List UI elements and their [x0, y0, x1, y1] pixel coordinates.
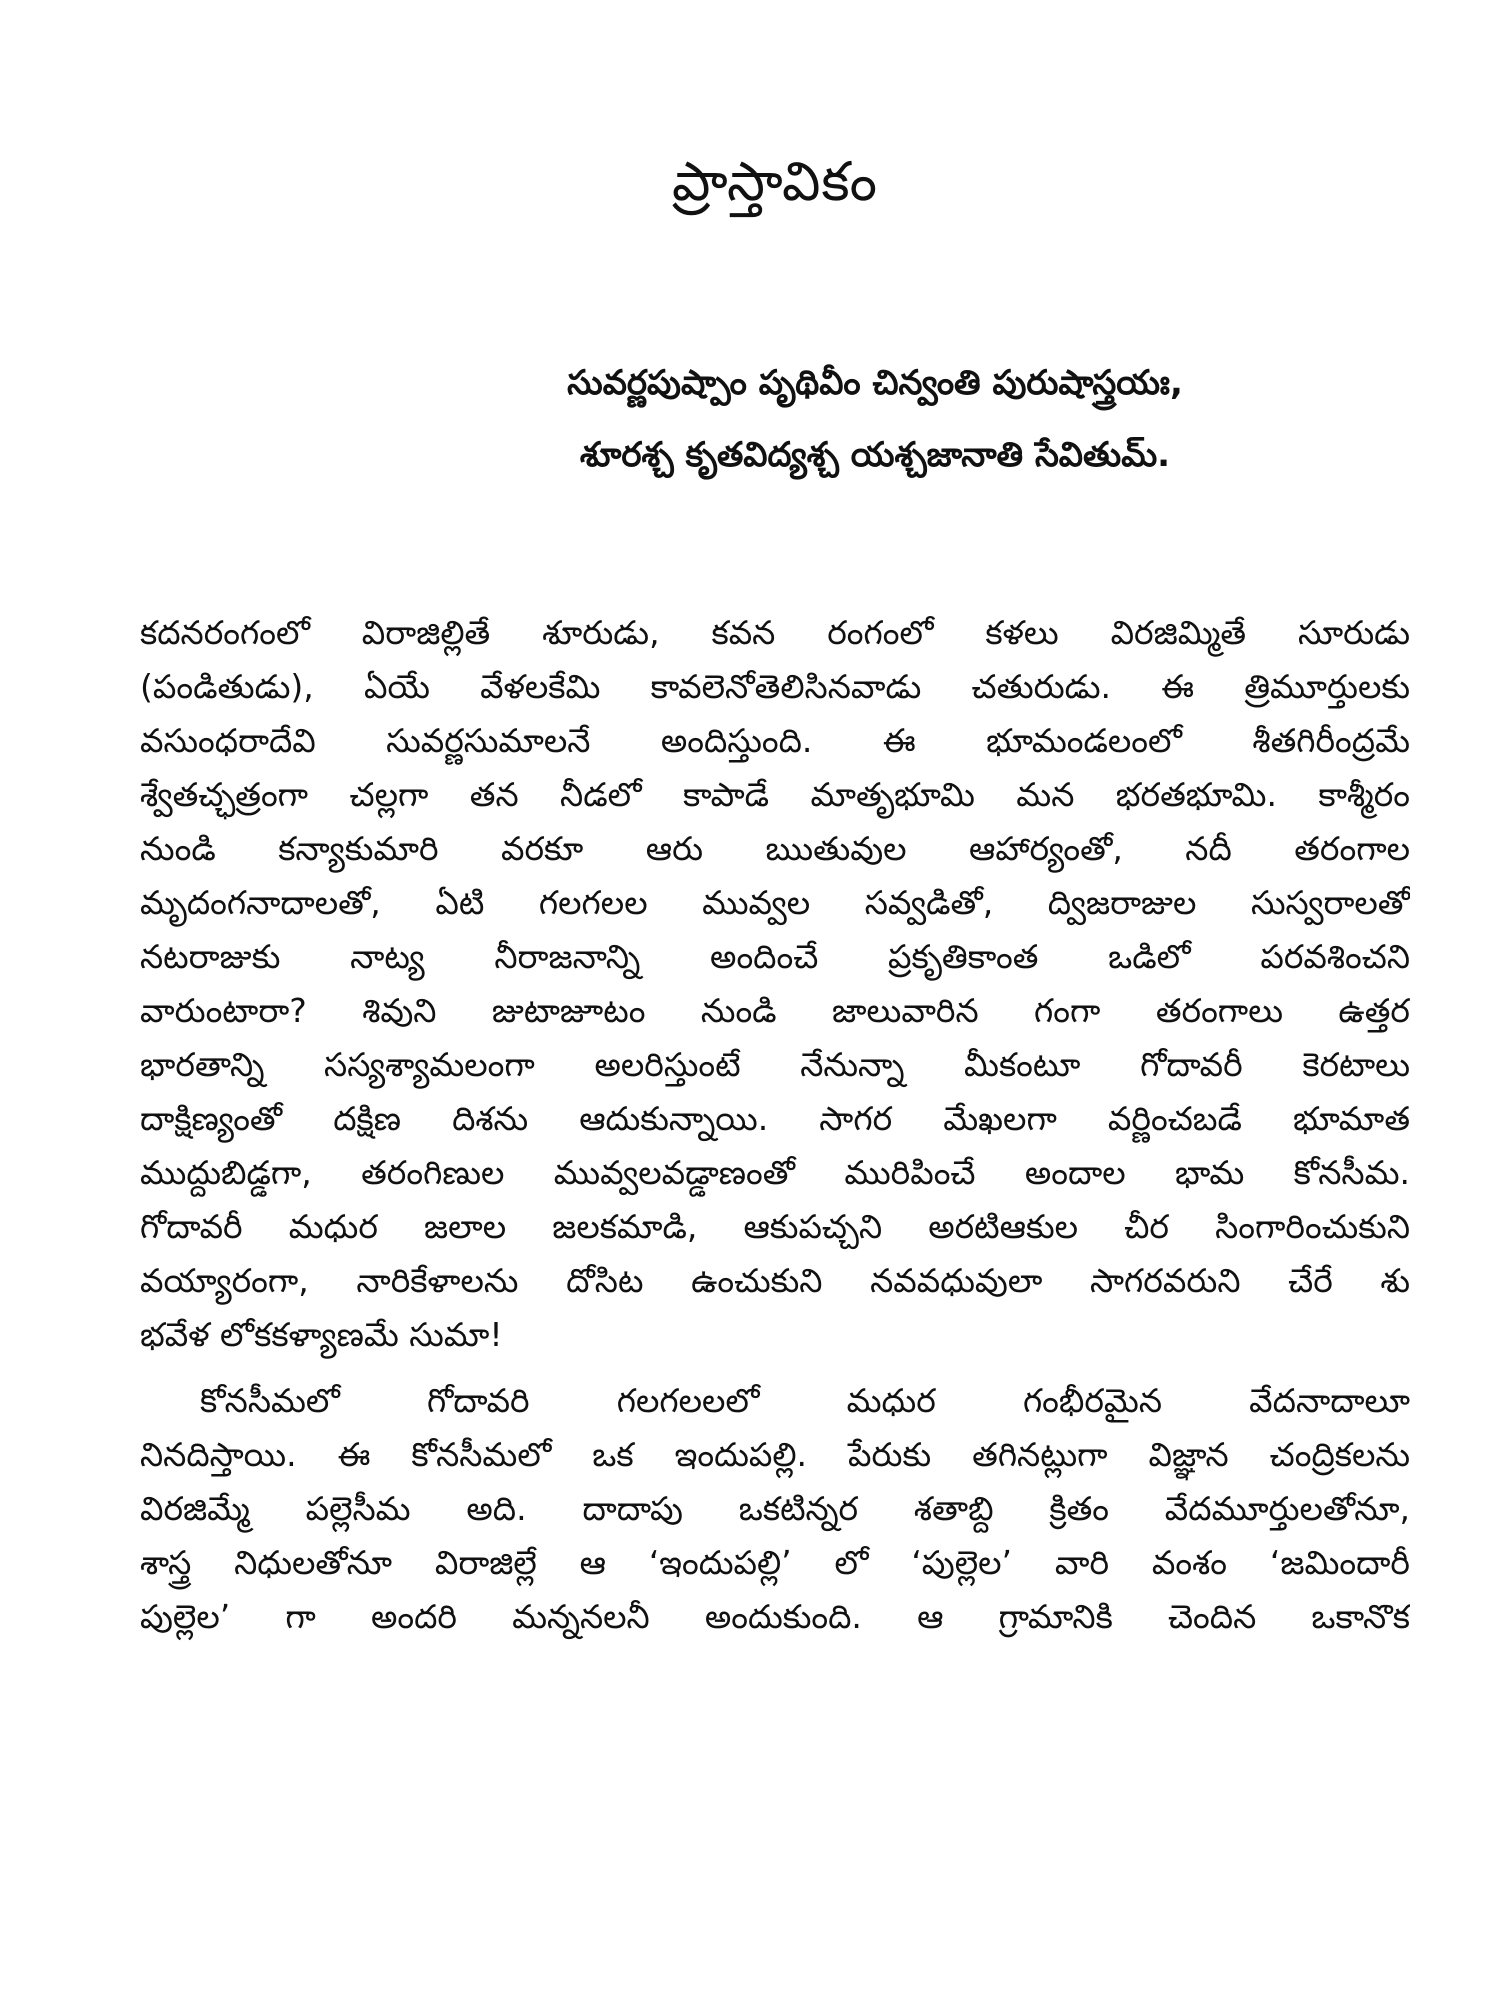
body-paragraph-2: [140, 1374, 1410, 1644]
text-line: మృదంగనాదాలతో, ఏటి గలగలల మువ్వల సవ్వడితో, ద్విజరాజుల సుస్వరాలతో: [140, 883, 1410, 922]
text-line: వయ్యారంగా, నారికేళాలను దోసిట ఉంచుకుని నవవధువులా సాగరవరుని చేరే శు: [140, 1261, 1410, 1300]
text-line: భారతాన్ని సస్యశ్యామలంగా అలరిస్తుంటే నేనున్నా మీకంటూ గోదావరీ కెరటాలు: [140, 1045, 1410, 1084]
text-line: కోనసీమలో గోదావరి గలగలలలో మధుర గంభీరమైన వేదనాదాలూ: [200, 1381, 1410, 1420]
text-line: భవేళ లోకకళ్యాణమే సుమా!: [140, 1315, 503, 1354]
body-paragraph-1: [140, 606, 1410, 1362]
verse-line: శూరశ్చ కృతవిద్యశ్చ యశ్చజానాతి సేవితుమ్.: [579, 435, 1171, 475]
text-line: శ్వేతచ్ఛత్రంగా చల్లగా తన నీడలో కాపాడే మాతృభూమి మన భరతభూమి. కాశ్మీరం: [140, 775, 1410, 814]
text-line: నినదిస్తాయి. ఈ కోనసీమలో ఒక ఇందుపల్లి. పేరుకు తగినట్లుగా విజ్ఞాన చంద్రికలను: [140, 1435, 1410, 1474]
text-line: నుండి కన్యాకుమారి వరకూ ఆరు ఋతువుల ఆహార్యంతో, నదీ తరంగాల: [140, 829, 1410, 868]
paragraph-gap: [140, 1362, 1410, 1374]
verse-line: సువర్ణపుష్పాం పృథివీం చిన్వంతి పురుషాస్త్రయః,: [567, 363, 1183, 403]
text-line: వసుంధరాదేవి సువర్ణసుమాలనే అందిస్తుంది. ఈ భూమండలంలో శీతగిరీంద్రమే: [140, 721, 1410, 760]
text-line: వారుంటారా? శివుని జుటాజూటం నుండి జాలువారిన గంగా తరంగాలు ఉత్తర: [140, 991, 1410, 1030]
text-line: నటరాజుకు నాట్య నీరాజనాన్ని అందించే ప్రకృతికాంత ఒడిలో పరవశించని: [140, 937, 1410, 976]
text-line: కదనరంగంలో విరాజిల్లితే శూరుడు, కవన రంగంలో కళలు విరజిమ్మితే సూరుడు: [140, 613, 1410, 652]
text-line: దాక్షిణ్యంతో దక్షిణ దిశను ఆదుకున్నాయి. సాగర మేఖలగా వర్ణించబడే భూమాత: [140, 1099, 1410, 1138]
text-line: (పండితుడు), ఏయే వేళలకేమి కావలెనోతెలిసినవాడు చతురుడు. ఈ త్రిమూర్తులకు: [140, 667, 1410, 706]
text-line: శాస్త్ర నిధులతోనూ విరాజిల్లే ఆ ‘ఇందుపల్లి’ లో ‘పుల్లెల’ వారి వంశం ‘జమిందారీ: [140, 1543, 1410, 1582]
sanskrit-verse: [140, 347, 1410, 491]
text-line: పుల్లెల’ గా అందరి మన్ననలనీ అందుకుంది. ఆ గ్రామానికి చెందిన ఒకానొక: [140, 1597, 1410, 1636]
text-line: ముద్దుబిడ్డగా, తరంగిణుల మువ్వలవడ్డాణంతో మురిపించే అందాల భామ కోనసీమ.: [140, 1153, 1410, 1192]
text-line: గోదావరీ మధుర జలాల జలకమాడి, ఆకుపచ్చని అరటిఆకుల చీర సింగారించుకుని: [140, 1207, 1410, 1246]
text-line: విరజిమ్మే పల్లెసీమ అది. దాదాపు ఒకటిన్నర శతాబ్ది క్రితం వేదమూర్తులతోనూ,: [140, 1489, 1410, 1528]
page-title: ప్రాస్తావికం: [672, 150, 878, 213]
